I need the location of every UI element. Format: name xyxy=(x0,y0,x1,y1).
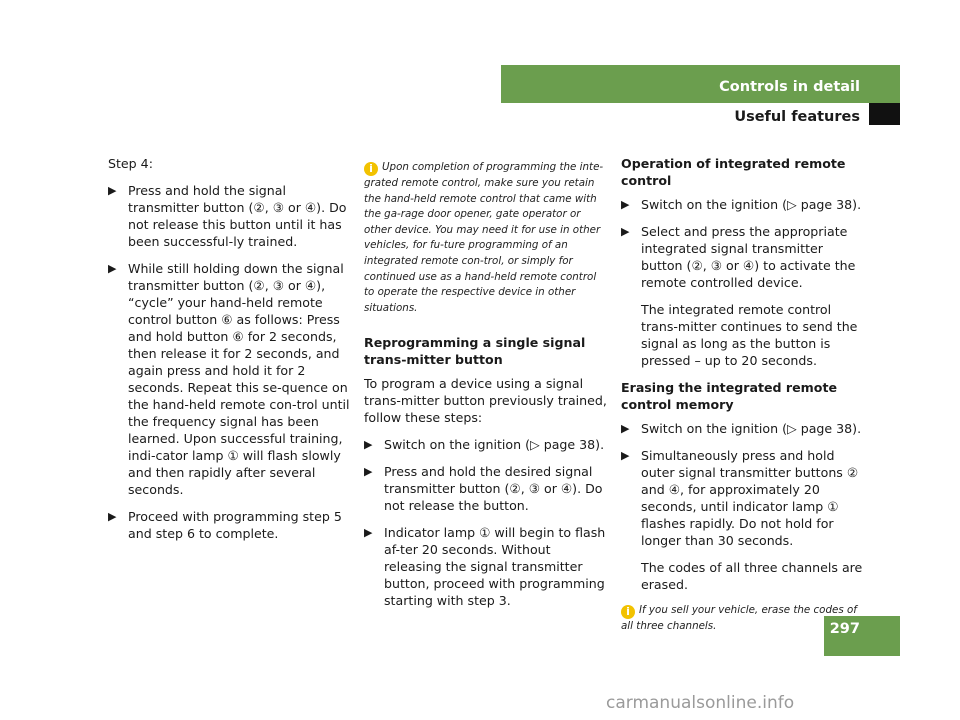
body-paragraph: The codes of all three channels are erased. xyxy=(641,560,863,592)
instruction-item xyxy=(364,524,608,609)
instruction-item xyxy=(108,182,353,250)
column-right xyxy=(621,155,863,653)
instruction-item xyxy=(364,463,608,514)
instruction-item xyxy=(108,508,353,542)
bullet-arrow-icon: ▶ xyxy=(364,526,373,540)
section-tab-marker xyxy=(869,103,900,125)
instruction-item xyxy=(108,260,353,498)
info-icon: i xyxy=(364,162,378,176)
instruction-item xyxy=(621,223,863,291)
watermark: carmanualsonline.info xyxy=(606,693,795,713)
bullet-arrow-icon: ▶ xyxy=(621,449,630,462)
instruction-text: Select and press the appropriate integrated signal transmitter button (②, ③ or ④) to activate the remote controlled device. xyxy=(641,224,856,290)
info-note xyxy=(364,160,608,316)
instruction-text: Indicator lamp ① will begin to flash af-ter 20 seconds. Without releasing the signal transmitter button, proceed with programming starting with step 3. xyxy=(384,525,606,609)
column-middle xyxy=(364,160,608,619)
info-note-text: If you sell your vehicle, erase the codes of all three channels. xyxy=(621,604,857,632)
section-heading: Erasing the integrated remote control memory xyxy=(621,380,838,412)
body-paragraph: The integrated remote control trans-mitter continues to send the signal as long as the button is pressed – up to 20 seconds. xyxy=(641,302,858,368)
step-label: Step 4: xyxy=(108,156,153,171)
column-left xyxy=(108,155,353,552)
section-heading: Reprogramming a single signal trans-mitter button xyxy=(364,335,586,368)
bullet-arrow-icon: ▶ xyxy=(621,225,630,238)
bullet-arrow-icon: ▶ xyxy=(364,465,373,479)
instruction-text: Simultaneously press and hold outer signal transmitter buttons ② and ④, for approximately 20 seconds, until indicator lamp ① flashes rapidly. Do not hold for longer than 30 seconds. xyxy=(641,448,859,548)
bullet-arrow-icon: ▶ xyxy=(108,184,117,197)
section-title: Controls in detail xyxy=(719,79,860,95)
bullet-arrow-icon: ▶ xyxy=(621,422,630,435)
subsection-title: Useful features xyxy=(734,109,860,125)
page-number: 297 xyxy=(829,621,860,637)
bullet-arrow-icon: ▶ xyxy=(364,438,373,452)
info-icon: i xyxy=(621,605,635,619)
instruction-text: While still holding down the signal transmitter button (②, ③ or ④), “cycle” your hand-held remote control button ⑥ as follows: Press and hold button ⑥ for 2 seconds, then release it for 2 seconds, and again press and hold it for 2 seconds. Repeat this se-quence on the hand-held remote con-trol until the frequency signal has been learned. Upon successful training, indi-cator lamp ① will flash slowly and then rapidly after several seconds. xyxy=(128,261,350,497)
section-header-bar xyxy=(501,65,900,103)
section-heading: Operation of integrated remote control xyxy=(621,156,846,188)
bullet-arrow-icon: ▶ xyxy=(108,262,117,275)
instruction-text: Switch on the ignition (▷ page 38). xyxy=(641,197,862,212)
instruction-text: Press and hold the desired signal transmitter button (②, ③ or ④). Do not release the button. xyxy=(384,464,603,514)
bullet-arrow-icon: ▶ xyxy=(108,510,117,523)
instruction-item xyxy=(364,436,608,453)
info-note-text: Upon completion of programming the inte-grated remote control, make sure you retain the hand-held remote control that came with the ga-rage door opener, gate operator or other device. You may need it for use in other vehicles, for fu-ture programming of an integrated remote con-trol, or simply for continued use as a hand-held remote control to operate the respective device in other situations. xyxy=(364,161,604,314)
instruction-item xyxy=(621,420,863,437)
intro-paragraph: To program a device using a signal trans-mitter button previously trained, follow these steps: xyxy=(364,376,607,426)
instruction-text: Switch on the ignition (▷ page 38). xyxy=(641,421,862,436)
instruction-text: Press and hold the signal transmitter button (②, ③ or ④). Do not release this button until it has been successful-ly trained. xyxy=(128,183,347,249)
bullet-arrow-icon: ▶ xyxy=(621,198,630,211)
instruction-text: Proceed with programming step 5 and step 6 to complete. xyxy=(128,509,342,541)
instruction-item xyxy=(621,447,863,549)
instruction-text: Switch on the ignition (▷ page 38). xyxy=(384,437,605,453)
page-number-box xyxy=(824,616,900,656)
instruction-item xyxy=(621,196,863,213)
